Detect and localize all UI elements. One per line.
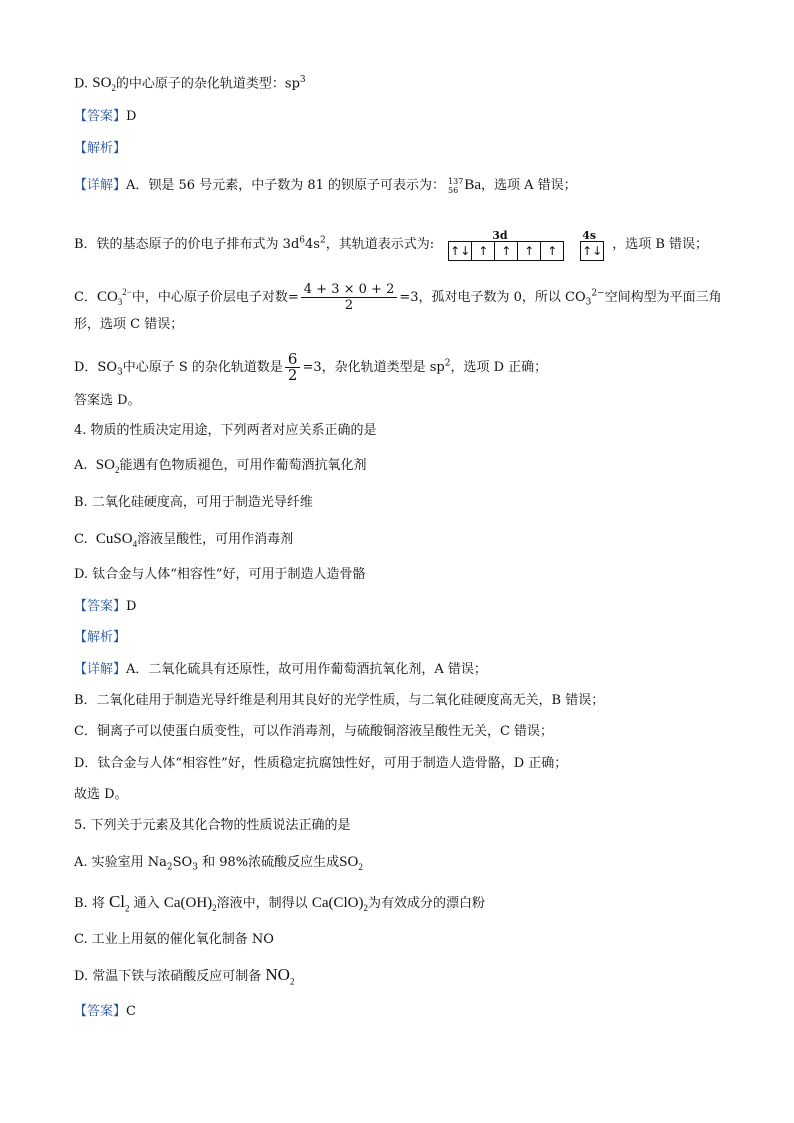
q4-answer: 【答案】D xyxy=(74,599,137,614)
q4-detail-c: C．铜离子可以使蛋白质变性，可以作消毒剂，与硫酸铜溶液呈酸性无关，C 错误； xyxy=(74,724,554,739)
q4-stem: 4. 物质的性质决定用途，下列两者对应关系正确的是 xyxy=(74,423,377,438)
orbital-4s-boxes: ↑↓ xyxy=(580,241,604,261)
q4-option-c: C. CuSO$_4$溶液呈酸性，可用作消毒剂 xyxy=(74,531,294,549)
q3-answer: 【答案】D xyxy=(74,109,137,124)
q5-stem: 5. 下列关于元素及其化合物的性质说法正确的是 xyxy=(74,818,351,833)
q3-detail-c: C．$CO_3^{2-}$中，中心原子价层电子对数= $\frac{4 + 3 \times 0 + 2}{2}$ =3，孤对电子数为 0，所以 $CO_3^{2-}$空间构型为平面三角 xyxy=(74,282,722,313)
orbital-diagram xyxy=(448,228,604,261)
q4-option-b: B. 二氧化硅硬度高，可用于制造光导纤维 xyxy=(74,495,313,510)
q5-option-c: C. 工业上用氨的催化氧化制备 NO xyxy=(74,932,274,947)
orbital-4s-label: 4s xyxy=(582,229,597,242)
q4-analysis: 【解析】 xyxy=(74,630,127,645)
q3-detail-d: D．$SO_3$中心原子 S 的杂化轨道数是 $\frac{6}{2}$ =3，杂化轨道类型是 $sp^2$，选项 D 正确； xyxy=(74,350,548,384)
q4-detail-b: B．二氧化硅用于制造光导纤维是利用其良好的光学性质，与二氧化硅硬度高无关，B 错误； xyxy=(74,693,605,708)
q4-option-d: D. 钛合金与人体“相容性”好，可用于制造人造骨骼 xyxy=(74,567,366,582)
q5-answer: 【答案】C xyxy=(74,1004,136,1019)
q3-analysis: 【解析】 xyxy=(74,141,127,156)
isotope-notation: 137 56 xyxy=(448,176,464,195)
q4-detail-d: D．钛合金与人体“相容性”好，性质稳定抗腐蚀性好，可用于制造人造骨骼，D 正确； xyxy=(74,756,568,771)
fraction-c: $\frac{4 + 3 \times 0 + 2}{2}$ xyxy=(301,282,398,313)
q4-detail-a: 【详解】A．二氧化硫具有还原性，故可用作葡萄酒抗氧化剂，A 错误； xyxy=(74,662,487,677)
q3-conclusion: 答案选 D。 xyxy=(74,393,141,408)
q4-option-a: A. $SO_2$能遇有色物质褪色，可用作葡萄酒抗氧化剂 xyxy=(74,457,367,475)
fraction-d: $\frac{6}{2}$ xyxy=(285,352,301,383)
q5-option-d: D. 常温下铁与浓硝酸反应可制备 $NO_2$ xyxy=(74,965,295,987)
orbital-3d-label: 3d xyxy=(492,229,508,242)
q3-detail-c-cont: 形，选项 C 错误； xyxy=(74,317,184,332)
so2-formula: $SO_2$ xyxy=(92,75,116,94)
q3-option-d: D. $SO_2$的中心原子的杂化轨道类型：$sp^3$ xyxy=(74,75,306,94)
q3-detail-b: B．铁的基态原子的价电子排布式为 $3d^64s^2$，其轨道表示式为: 3d ↑↓ ↑ ↑ ↑ ↑ 4s ↑↓ ，选项 B 错误； xyxy=(74,228,708,261)
orbital-3d-boxes: ↑↓ ↑ ↑ ↑ ↑ xyxy=(448,241,564,261)
q4-conclusion: 故选 D。 xyxy=(74,787,128,802)
q5-option-a: A. 实验室用 $Na_2SO_3$ 和 98%浓硫酸反应生成$SO_2$ xyxy=(74,854,363,873)
q5-option-b: B. 将 $Cl_2$ 通入 $Ca(OH)_2$溶液中，制得以 $Ca(ClO)_2$为有效成分的漂白粉 xyxy=(74,892,485,914)
q3-detail-a: 【详解】A．钡是 56 号元素，中子数为 81 的钡原子可表示为： 137 56 Ba，选项 A 错误； xyxy=(74,176,577,195)
